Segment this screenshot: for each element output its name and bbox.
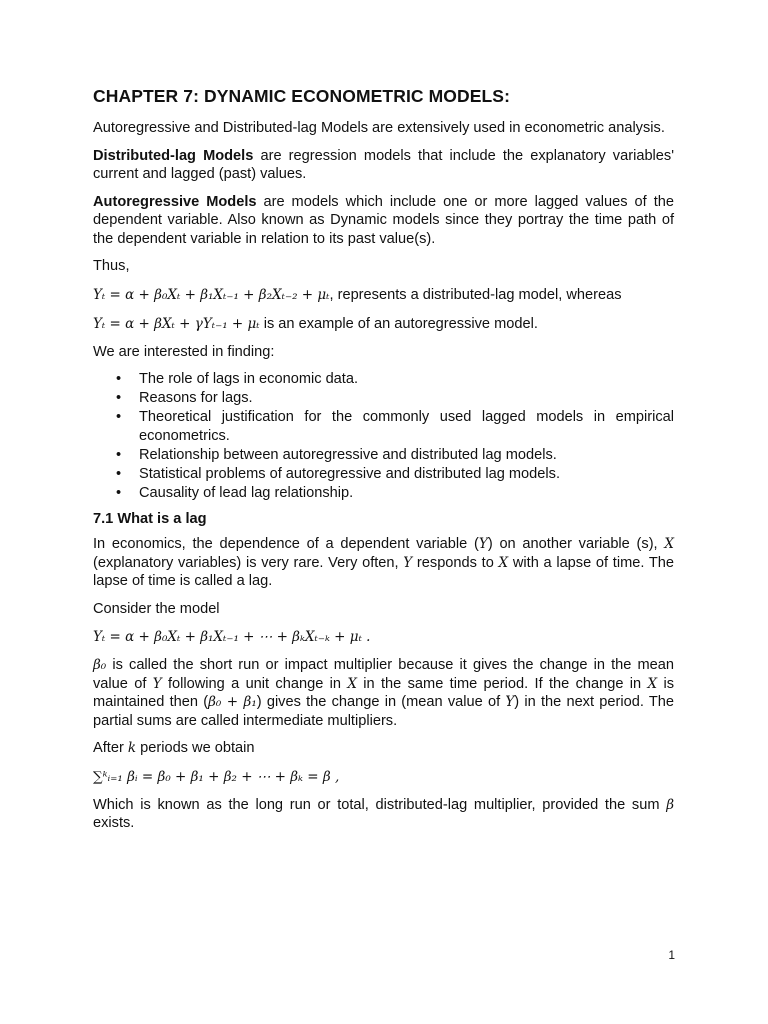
formula-autoregressive: Yₜ = α + βXₜ + γYₜ₋₁ + μₜ xyxy=(93,315,260,332)
list-item: • Causality of lead lag relationship. xyxy=(116,485,354,501)
autoregressive-term: Autoregressive Models xyxy=(93,193,257,210)
after-text: After k periods we obtain xyxy=(93,740,255,756)
bullet-icon: • xyxy=(116,485,122,501)
bullet-icon: • xyxy=(116,371,122,387)
interested-text: We are interested in finding: xyxy=(93,343,275,360)
findings-list xyxy=(93,370,674,503)
page-number: 1 xyxy=(668,948,675,962)
list-item: • The role of lags in economic data. xyxy=(116,371,359,387)
multiplier-paragraph: β₀ is called the short run or impact multiplier because it gives the change in the mean value of Y following a unit change in X in the same time period. If the change in X is maintained then (β₀ + β₁) gives the change in (mean value of Y) in the next period. The partial sums are called intermediate multipliers. xyxy=(93,657,674,729)
longrun-paragraph: Which is known as the long run or total, distributed-lag multiplier, provided the sum β exists. xyxy=(93,796,674,831)
autoregressive-paragraph xyxy=(93,193,674,249)
distributed-lag-text: are regression models that include the explanatory variables' current and lagged (past) values. xyxy=(93,147,675,182)
bullet-icon: • xyxy=(116,447,122,463)
autoregressive-text: are models which include one or more lagged values of the dependent variable. Also known as Dynamic models since they portray the time path of the dependent variable in relation to its past value(s). xyxy=(93,193,674,247)
formula-autoregressive-text: is an example of an autoregressive model. xyxy=(259,315,538,332)
intro-paragraph: Autoregressive and Distributed-lag Models are extensively used in econometric analysis. xyxy=(93,120,665,136)
lag-paragraph: In economics, the dependence of a dependent variable (Y) on another variable (s), X (explanatory variables) is very rare. Very often, Y responds to X with a lapse of time. The lapse of time is called a lag. xyxy=(93,536,674,589)
bullet-icon: • xyxy=(116,409,122,425)
list-item: • Theoretical justification for the commonly used lagged models in empirical econometrics. xyxy=(116,409,674,444)
section-heading: 7.1 What is a lag xyxy=(93,511,207,527)
distributed-lag-paragraph xyxy=(93,147,674,184)
list-item: • Reasons for lags. xyxy=(116,390,253,406)
list-item: • Statistical problems of autoregressive and distributed lag models. xyxy=(116,466,561,482)
equation-sum: ∑ᵏᵢ₌₁ βᵢ = β₀ + β₁ + β₂ + ⋯ + βₖ = β , xyxy=(93,768,340,785)
equation-autoregressive xyxy=(93,314,674,334)
consider-text: Consider the model xyxy=(93,600,220,617)
formula-distributed-lag: Yₜ = α + β₀Xₜ + β₁Xₜ₋₁ + β₂Xₜ₋₂ + μₜ xyxy=(93,286,330,303)
equation-general-model: Yₜ = α + β₀Xₜ + β₁Xₜ₋₁ + ⋯ + βₖXₜ₋ₖ + μₜ . xyxy=(93,629,371,645)
formula-distributed-lag-text: , represents a distributed-lag model, whereas xyxy=(329,286,622,303)
distributed-lag-term: Distributed-lag Models xyxy=(93,147,254,164)
list-item: • Relationship between autoregressive and distributed lag models. xyxy=(116,447,557,463)
bullet-icon: • xyxy=(116,466,122,482)
chapter-title: CHAPTER 7: DYNAMIC ECONOMETRIC MODELS: xyxy=(93,86,510,106)
equation-distributed-lag xyxy=(93,285,674,305)
bullet-icon: • xyxy=(116,390,122,406)
thus-text: Thus, xyxy=(93,258,130,274)
